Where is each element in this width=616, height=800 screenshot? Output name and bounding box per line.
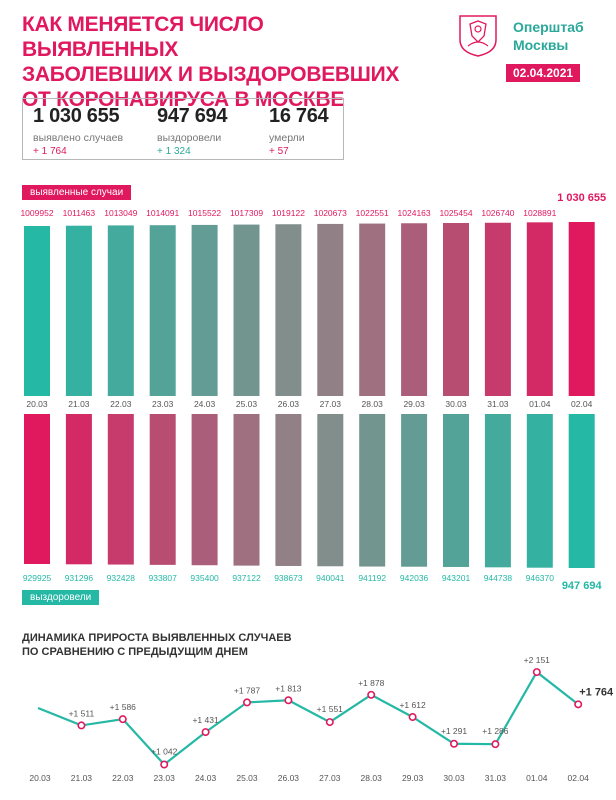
recovered-value-label: 938673 <box>274 573 303 583</box>
cases-bar <box>275 224 301 396</box>
date-tick-label: 22.03 <box>110 399 132 409</box>
increase-date-tick-label: 25.03 <box>236 773 258 783</box>
cases-bar <box>527 222 553 396</box>
cases-label: выявлено случаев <box>33 132 124 144</box>
recovered-delta: + 1 324 <box>157 146 191 157</box>
cases-value-label: 1017309 <box>229 208 264 218</box>
date-tick-label: 28.03 <box>361 399 383 409</box>
recovered-value-label: 937122 <box>232 573 261 583</box>
cases-bar <box>359 224 385 396</box>
date-tick-label: 24.03 <box>193 399 216 409</box>
cases-value-label: 1013049 <box>104 208 138 218</box>
title-line: ОТ КОРОНАВИРУСА В МОСКВЕ <box>22 88 345 111</box>
increase-date-tick-label: 29.03 <box>401 773 424 783</box>
recovered-bar <box>234 414 260 566</box>
recovered-legend-tag: выздоровели <box>22 590 99 605</box>
title-line: ЗАБОЛЕВШИХ И ВЫЗДОРОВЕВШИХ <box>22 63 400 86</box>
increase-point <box>120 716 126 722</box>
increase-value-label: +1 878 <box>358 677 385 688</box>
cases-value-label: 1022551 <box>355 208 389 218</box>
org-line: Оперштаб <box>513 19 584 35</box>
date-tick-label: 21.03 <box>68 399 90 409</box>
increase-value-label: +1 586 <box>109 702 136 713</box>
cases-bar <box>150 225 176 396</box>
recovered-bar <box>24 414 50 564</box>
cases-value-label: 1026740 <box>481 208 515 218</box>
date-tick-label: 20.03 <box>26 399 48 409</box>
cases-value-label: 1014091 <box>146 208 180 218</box>
cases-bar <box>192 225 218 396</box>
org-line: Москвы <box>513 37 569 53</box>
recovered-label: выздоровели <box>157 132 222 144</box>
dynamics-title-line: ПО СРАВНЕНИЮ С ПРЕДЫДУЩИМ ДНЕМ <box>22 646 248 658</box>
increase-value-label: +1 291 <box>440 725 468 736</box>
increase-date-tick-label: 30.03 <box>443 773 465 783</box>
increase-point <box>202 729 208 735</box>
dynamics-title-line: ДИНАМИКА ПРИРОСТА ВЫЯВЛЕННЫХ СЛУЧАЕВ <box>22 632 292 644</box>
cases-bar <box>234 225 260 396</box>
date-tick-label: 29.03 <box>403 399 425 409</box>
date-tick-label: 25.03 <box>235 399 258 409</box>
cases-value-label: 1028891 <box>523 208 557 218</box>
cases-value-label: 1015522 <box>188 208 222 218</box>
recovered-bar <box>401 414 427 567</box>
recovered-bar <box>150 414 176 565</box>
recovered-bar <box>66 414 92 564</box>
increase-value-label: +1 813 <box>275 683 302 694</box>
cases-value: 1 030 655 <box>33 105 120 127</box>
recovered-value-label: 944738 <box>483 573 513 583</box>
increase-date-tick-label: 20.03 <box>29 773 51 783</box>
increase-value-label: +1 764 <box>579 686 614 699</box>
increase-point <box>575 701 581 707</box>
deaths-label: умерли <box>269 132 305 144</box>
recovered-value: 947 694 <box>157 105 228 127</box>
recovered-value-label: 943201 <box>441 573 471 583</box>
cases-value-label: 1 030 655 <box>557 192 607 204</box>
increase-value-label: +1 787 <box>233 685 261 696</box>
recovered-value-label: 946370 <box>525 573 554 583</box>
recovered-bar <box>192 414 218 565</box>
recovered-bar <box>527 414 553 568</box>
increase-value-label: +2 151 <box>523 655 550 666</box>
increase-date-tick-label: 23.03 <box>153 773 175 783</box>
cases-value-label: 1019122 <box>271 208 305 218</box>
cases-bar <box>108 225 134 396</box>
cases-value-label: 1020673 <box>313 208 347 218</box>
increase-point <box>451 741 457 747</box>
cases-bar <box>401 223 427 396</box>
cases-bar <box>485 223 511 396</box>
increase-date-tick-label: 21.03 <box>70 773 93 783</box>
increase-point <box>534 669 540 675</box>
title-line: КАК МЕНЯЕТСЯ ЧИСЛО ВЫЯВЛЕННЫХ <box>22 13 264 61</box>
recovered-value-label: 931296 <box>64 573 94 583</box>
recovered-bar <box>108 414 134 565</box>
cases-value-label: 1025454 <box>439 208 473 218</box>
cases-bar <box>24 226 50 396</box>
increase-point <box>244 699 250 705</box>
increase-date-tick-label: 22.03 <box>112 773 134 783</box>
increase-date-tick-label: 27.03 <box>319 773 341 783</box>
increase-date-tick-label: 26.03 <box>277 773 300 783</box>
increase-value-label: +1 042 <box>151 746 178 757</box>
recovered-bar <box>443 414 469 567</box>
increase-value-label: +1 431 <box>192 715 219 726</box>
increase-value-label: +1 511 <box>68 708 95 719</box>
deaths-delta: + 57 <box>269 146 289 157</box>
date-tick-label: 02.04 <box>571 399 593 409</box>
cases-legend-tag: выявленные случаи <box>22 185 131 200</box>
recovered-bar <box>485 414 511 567</box>
increase-date-tick-label: 31.03 <box>484 773 507 783</box>
recovered-value-label: 941192 <box>358 573 387 583</box>
cases-bar <box>317 224 343 396</box>
cases-value-label: 1024163 <box>397 208 431 218</box>
cases-value-label: 1011463 <box>62 208 96 218</box>
increase-point <box>492 741 498 747</box>
increase-value-label: +1 612 <box>399 700 426 710</box>
recovered-bar <box>569 414 595 568</box>
increase-date-tick-label: 28.03 <box>360 773 382 783</box>
date-badge: 02.04.2021 <box>506 64 580 82</box>
increase-point <box>327 719 333 725</box>
recovered-value-label: 933807 <box>148 573 177 583</box>
cases-value-label: 1009952 <box>20 208 54 218</box>
cases-bar <box>569 222 595 396</box>
recovered-value-label: 935400 <box>190 573 219 583</box>
increase-point <box>161 761 167 767</box>
increase-value-label: +1 551 <box>316 704 343 715</box>
date-tick-label: 27.03 <box>319 399 341 409</box>
increase-point <box>285 697 291 703</box>
deaths-value: 16 764 <box>269 105 329 127</box>
recovered-bar <box>275 414 301 566</box>
increase-value-label: +1 286 <box>482 726 509 737</box>
date-tick-label: 31.03 <box>487 399 509 409</box>
recovered-bar <box>317 414 343 566</box>
recovered-value-label: 932428 <box>106 573 135 583</box>
recovered-value-label: 947 694 <box>561 580 602 592</box>
cases-bar <box>443 223 469 396</box>
cases-bar <box>66 226 92 396</box>
date-tick-label: 01.04 <box>529 399 551 409</box>
increase-date-tick-label: 01.04 <box>526 773 548 783</box>
recovered-value-label: 942036 <box>399 573 429 583</box>
cases-delta: + 1 764 <box>33 146 67 157</box>
increase-date-tick-label: 02.04 <box>567 773 589 783</box>
increase-point <box>368 692 374 698</box>
increase-date-tick-label: 24.03 <box>194 773 217 783</box>
recovered-value-label: 929925 <box>22 573 52 583</box>
date-tick-label: 26.03 <box>277 399 300 409</box>
increase-point <box>78 722 84 728</box>
increase-point <box>409 714 415 720</box>
recovered-bar <box>359 414 385 567</box>
date-tick-label: 23.03 <box>152 399 174 409</box>
recovered-value-label: 940041 <box>316 573 345 583</box>
date-tick-label: 30.03 <box>445 399 467 409</box>
